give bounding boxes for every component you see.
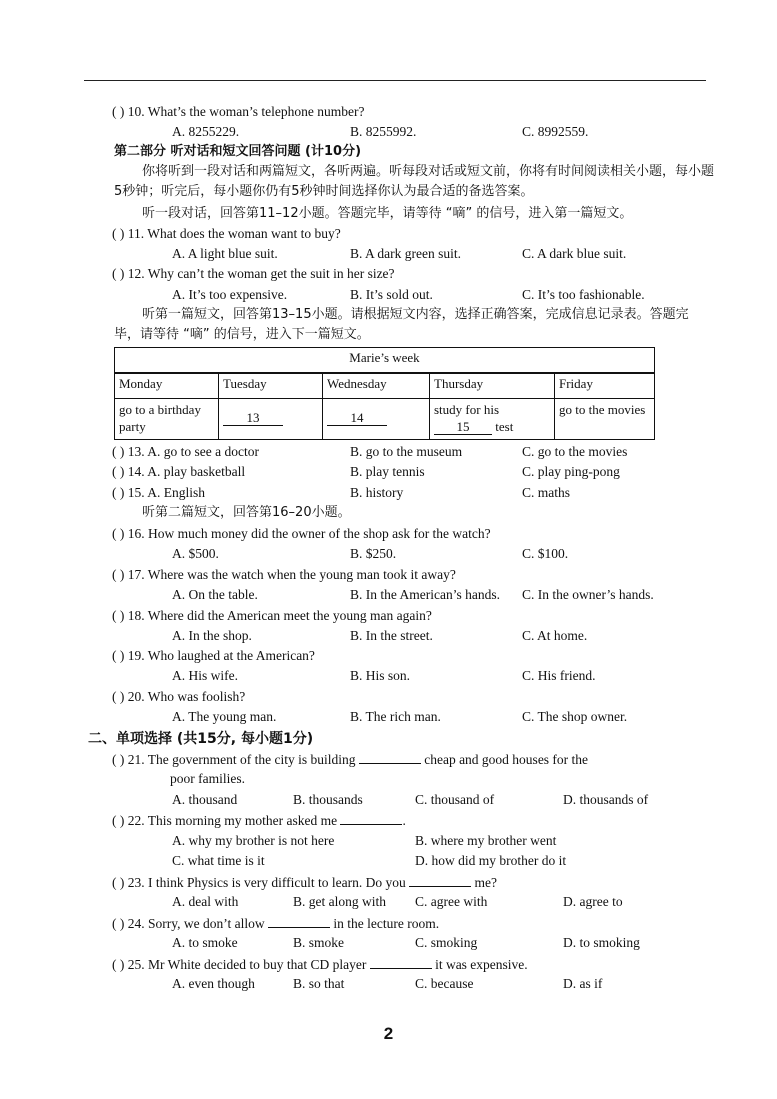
q20-option-b: B. The rich man. bbox=[350, 709, 441, 724]
tuesday-activity bbox=[219, 399, 323, 440]
q19-option-a: A. His wife. bbox=[172, 668, 238, 683]
blank-14[interactable]: 14 bbox=[327, 411, 387, 426]
q23-option-a: A. deal with bbox=[172, 894, 239, 909]
q17-option-c: C. In the owner’s hands. bbox=[522, 587, 654, 602]
q17-option-b: B. In the American’s hands. bbox=[350, 587, 500, 602]
blank-15[interactable]: 15 bbox=[434, 420, 492, 435]
q16-option-b: B. $250. bbox=[350, 546, 397, 561]
monday-activity: go to a birthday party bbox=[115, 399, 219, 440]
section2-heading: 二、单项选择 (共15分, 每小题1分) bbox=[88, 731, 314, 747]
q21-option-a: A. thousand bbox=[172, 792, 238, 807]
question-15: ( ) 15. A. English bbox=[112, 485, 205, 500]
q21-option-b: B. thousands bbox=[293, 792, 363, 807]
question-17: ( ) 17. Where was the watch when the young man took it away? bbox=[112, 567, 456, 582]
q19-option-c: C. His friend. bbox=[522, 668, 596, 683]
maries-week-table bbox=[114, 347, 655, 440]
q13-option-c: C. go to the movies bbox=[522, 444, 628, 459]
q23-stem-start: ( ) 23. I think Physics is very difficult to learn. Do you bbox=[112, 875, 406, 890]
q25-option-b: B. so that bbox=[293, 976, 345, 991]
question-18: ( ) 18. Where did the American meet the young man again? bbox=[112, 608, 432, 623]
q15-option-c: C. maths bbox=[522, 485, 571, 500]
question-12: ( ) 12. Why can’t the woman get the suit in her size? bbox=[112, 266, 395, 281]
wednesday-activity bbox=[323, 399, 430, 440]
q23-stem-end: me? bbox=[474, 875, 497, 890]
passage2-note: 听第二篇短文，回答第16–20小题。 bbox=[142, 505, 351, 520]
q13-option-b: B. go to the museum bbox=[350, 444, 463, 459]
q24-option-d: D. to smoking bbox=[563, 935, 640, 950]
q18-option-b: B. In the street. bbox=[350, 628, 433, 643]
q14-option-c: C. play ping-pong bbox=[522, 464, 620, 479]
q24-stem-start: ( ) 24. Sorry, we don’t allow bbox=[112, 916, 265, 931]
q24-option-a: A. to smoke bbox=[172, 935, 238, 950]
day-wednesday: Wednesday bbox=[323, 373, 430, 399]
q16-option-c: C. $100. bbox=[522, 546, 569, 561]
q22-option-a: A. why my brother is not here bbox=[172, 833, 335, 848]
q24-option-c: C. smoking bbox=[415, 935, 478, 950]
q11-option-c: C. A dark blue suit. bbox=[522, 246, 627, 261]
q21-stem-end: cheap and good houses for the bbox=[424, 752, 589, 767]
header-rule bbox=[84, 80, 706, 81]
day-tuesday: Tuesday bbox=[219, 373, 323, 399]
thursday-activity bbox=[430, 399, 555, 440]
q15-option-b: B. history bbox=[350, 485, 404, 500]
question-20: ( ) 20. Who was foolish? bbox=[112, 689, 246, 704]
q25-answer-blank[interactable] bbox=[370, 954, 432, 969]
question-25 bbox=[112, 954, 528, 974]
q22-option-d: D. how did my brother do it bbox=[415, 853, 567, 868]
thursday-suffix: test bbox=[495, 419, 514, 434]
q23-option-c: C. agree with bbox=[415, 894, 488, 909]
question-11: ( ) 11. What does the woman want to buy? bbox=[112, 226, 341, 241]
q22-option-c: C. what time is it bbox=[172, 853, 265, 868]
q10-option-b: B. 8255992. bbox=[350, 124, 417, 139]
part2-instructions: 你将听到一段对话和两篇短文，各听两遍。听每段对话或短文前，你将有时间阅读相关小题，每小题5秒钟；听完后，每小题你仍有5秒钟时间选择你认为最合适的备选答案。 bbox=[114, 164, 715, 199]
q25-option-a: A. even though bbox=[172, 976, 255, 991]
day-thursday: Thursday bbox=[430, 373, 555, 399]
page-number: 2 bbox=[383, 1024, 394, 1043]
q21-option-c: C. thousand of bbox=[415, 792, 495, 807]
q22-answer-blank[interactable] bbox=[340, 810, 402, 825]
q24-answer-blank[interactable] bbox=[268, 913, 330, 928]
day-monday: Monday bbox=[115, 373, 219, 399]
q23-option-b: B. get along with bbox=[293, 894, 386, 909]
question-13: ( ) 13. A. go to see a doctor bbox=[112, 444, 259, 459]
q20-option-c: C. The shop owner. bbox=[522, 709, 628, 724]
question-19: ( ) 19. Who laughed at the American? bbox=[112, 648, 315, 663]
q22-stem-start: ( ) 22. This morning my mother asked me bbox=[112, 813, 338, 828]
question-14: ( ) 14. A. play basketball bbox=[112, 464, 246, 479]
q23-answer-blank[interactable] bbox=[409, 872, 471, 887]
q11-option-a: A. A light blue suit. bbox=[172, 246, 278, 261]
q12-option-a: A. It’s too expensive. bbox=[172, 287, 288, 302]
q19-option-b: B. His son. bbox=[350, 668, 411, 683]
q21-stem-continuation: poor families. bbox=[170, 771, 245, 786]
q22-option-b: B. where my brother went bbox=[415, 833, 557, 848]
blank-13[interactable]: 13 bbox=[223, 411, 283, 426]
q23-option-d: D. agree to bbox=[563, 894, 623, 909]
q25-option-d: D. as if bbox=[563, 976, 603, 991]
q16-option-a: A. $500. bbox=[172, 546, 219, 561]
q18-option-a: A. In the shop. bbox=[172, 628, 252, 643]
passage1-note: 听第一篇短文，回答第13–15小题。请根据短文内容，选择正确答案，完成信息记录表。答题完毕，请等待 “嘀” 的信号，进入下一篇短文。 bbox=[114, 307, 689, 342]
q10-option-c: C. 8992559. bbox=[522, 124, 589, 139]
q22-stem-end: . bbox=[402, 813, 406, 828]
q10-option-a: A. 8255229. bbox=[172, 124, 240, 139]
q21-stem-start: ( ) 21. The government of the city is building bbox=[112, 752, 356, 767]
dialog-note: 听一段对话，回答第11–12小题。答题完毕，请等待 “嘀” 的信号，进入第一篇短文。 bbox=[142, 206, 633, 221]
q25-stem-end: it was expensive. bbox=[435, 957, 528, 972]
question-10: ( ) 10. What’s the woman’s telephone number? bbox=[112, 104, 365, 119]
question-23 bbox=[112, 872, 497, 892]
q24-option-b: B. smoke bbox=[293, 935, 345, 950]
friday-activity: go to the movies bbox=[555, 399, 655, 440]
q21-option-d: D. thousands of bbox=[563, 792, 649, 807]
q14-option-b: B. play tennis bbox=[350, 464, 425, 479]
q25-stem-start: ( ) 25. Mr White decided to buy that CD player bbox=[112, 957, 367, 972]
q12-option-c: C. It’s too fashionable. bbox=[522, 287, 645, 302]
q24-stem-end: in the lecture room. bbox=[333, 916, 440, 931]
day-friday: Friday bbox=[555, 373, 655, 399]
q18-option-c: C. At home. bbox=[522, 628, 588, 643]
table-title: Marie’s week bbox=[115, 348, 655, 374]
question-24 bbox=[112, 913, 439, 933]
q21-answer-blank[interactable] bbox=[359, 749, 421, 764]
q25-option-c: C. because bbox=[415, 976, 474, 991]
question-16: ( ) 16. How much money did the owner of the shop ask for the watch? bbox=[112, 526, 491, 541]
q17-option-a: A. On the table. bbox=[172, 587, 258, 602]
q20-option-a: A. The young man. bbox=[172, 709, 277, 724]
part2-heading: 第二部分 听对话和短文回答问题 (计10分) bbox=[114, 144, 362, 159]
question-22 bbox=[112, 810, 406, 830]
q11-option-b: B. A dark green suit. bbox=[350, 246, 461, 261]
question-21 bbox=[112, 749, 588, 769]
q12-option-b: B. It’s sold out. bbox=[350, 287, 433, 302]
thursday-prefix: study for his bbox=[434, 402, 499, 417]
